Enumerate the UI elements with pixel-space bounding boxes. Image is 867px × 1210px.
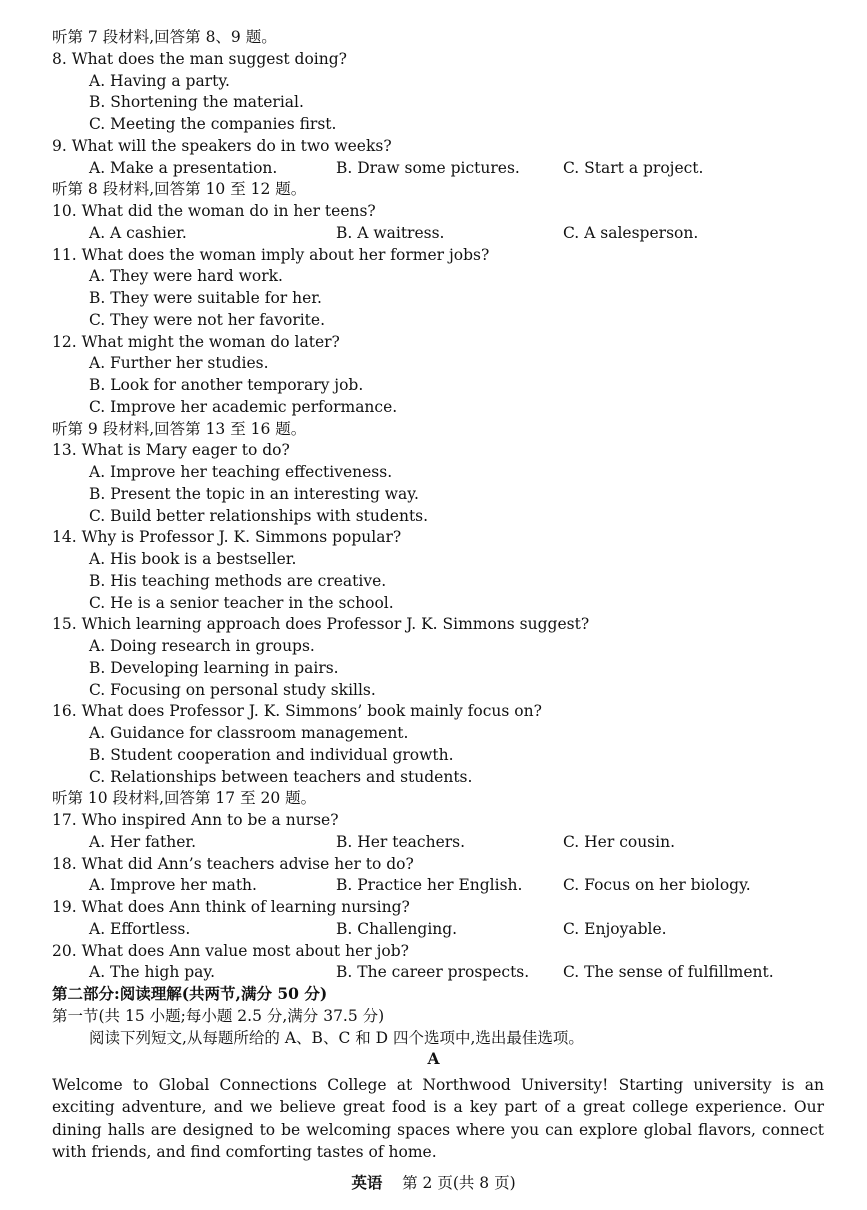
line-text: 14. Why is Professor J. K. Simmons popular? — [52, 528, 402, 547]
text-line — [0, 287, 867, 309]
line-text: C. Build better relationships with students. — [89, 506, 429, 525]
text-line — [0, 548, 867, 570]
option-c: C. Enjoyable. — [563, 919, 667, 938]
options-row — [0, 874, 867, 896]
option-b: B. The career prospects. — [336, 963, 530, 982]
option-c: C. Focus on her biology. — [563, 876, 751, 895]
option-a: A. Her father. — [89, 832, 197, 851]
line-text: C. They were not her favorite. — [89, 310, 326, 329]
text-line — [0, 26, 867, 48]
text-line — [0, 418, 867, 440]
line-text: B. His teaching methods are creative. — [89, 571, 387, 590]
text-line — [0, 396, 867, 418]
text-line — [0, 1005, 867, 1027]
option-a: A. A cashier. — [89, 223, 187, 242]
text-line — [0, 592, 867, 614]
text-line — [0, 265, 867, 287]
footer-subject: 英语 — [351, 1173, 383, 1192]
line-text: A. Doing research in groups. — [89, 637, 315, 655]
line-text: B. They were suitable for her. — [89, 289, 322, 307]
text-line — [0, 853, 867, 875]
line-text: 19. What does Ann think of learning nursing? — [52, 898, 410, 916]
text-line — [0, 896, 867, 918]
text-line — [0, 679, 867, 701]
text-line — [0, 135, 867, 157]
text-line — [0, 657, 867, 679]
footer-page-number: 第 2 页(共 8 页) — [402, 1174, 516, 1192]
line-text: 17. Who inspired Ann to be a nurse? — [52, 811, 339, 829]
text-line — [0, 744, 867, 766]
line-text: 20. What does Ann value most about her job? — [52, 941, 409, 960]
option-c: C. The sense of fulfillment. — [563, 963, 774, 982]
line-text: 听第 8 段材料,回答第 10 至 12 题。 — [52, 180, 307, 199]
page-footer — [0, 1172, 867, 1194]
text-line — [0, 635, 867, 657]
text-line — [0, 787, 867, 809]
option-a: A. Make a presentation. — [89, 158, 278, 177]
line-text: A. His book is a bestseller. — [89, 550, 297, 568]
line-text: B. Shortening the material. — [89, 93, 304, 112]
text-line — [0, 352, 867, 374]
line-text: 听第 10 段材料,回答第 17 至 20 题。 — [52, 789, 317, 808]
options-row — [0, 831, 867, 853]
line-text: 阅读下列短文,从每题所给的 A、B、C 和 D 四个选项中,选出最佳选项。 — [89, 1028, 584, 1047]
option-c: C. Her cousin. — [563, 832, 676, 851]
text-line — [0, 613, 867, 635]
line-text: B. Present the topic in an interesting way. — [89, 484, 419, 503]
text-line — [0, 48, 867, 70]
line-text: B. Look for another temporary job. — [89, 376, 364, 394]
line-text: C. Focusing on personal study skills. — [89, 680, 376, 699]
line-text: C. Improve her academic performance. — [89, 397, 398, 416]
line-text: C. Relationships between teachers and students. — [89, 767, 473, 786]
options-row — [0, 222, 867, 244]
text-line — [0, 439, 867, 461]
text-line — [0, 483, 867, 505]
option-b: B. Draw some pictures. — [336, 158, 520, 177]
line-text: B. Student cooperation and individual growth. — [89, 745, 454, 764]
text-line — [0, 374, 867, 396]
passage-paragraph: Welcome to Global Connections College at Northwood University! Starting university is an exciting adventure, and we believe great food is a key part of a great college experience. Our dining halls are designed to be welcoming spaces where you can explore global flavors, connect with friends, and find comforting tastes of home. — [52, 1075, 824, 1161]
text-line — [0, 70, 867, 92]
text-line — [0, 700, 867, 722]
line-text: 8. What does the man suggest doing? — [52, 49, 347, 68]
option-b: B. A waitress. — [336, 223, 445, 242]
option-c: C. A salesperson. — [563, 223, 699, 242]
line-text: A. Improve her teaching effectiveness. — [89, 463, 393, 481]
text-line — [0, 461, 867, 483]
text-line — [0, 766, 867, 788]
option-a: A. Effortless. — [89, 919, 191, 938]
option-b: B. Challenging. — [336, 919, 458, 938]
text-line — [0, 940, 867, 962]
options-row — [0, 918, 867, 940]
text-line — [0, 505, 867, 527]
text-line — [0, 113, 867, 135]
line-text: 第一节(共 15 小题;每小题 2.5 分,满分 37.5 分) — [52, 1006, 385, 1025]
options-row — [0, 961, 867, 983]
text-line — [0, 244, 867, 266]
text-line — [0, 178, 867, 200]
text-line — [0, 722, 867, 744]
line-text: B. Developing learning in pairs. — [89, 658, 339, 677]
line-text: C. Meeting the companies first. — [89, 115, 337, 133]
text-line — [0, 983, 867, 1005]
option-b: B. Practice her English. — [336, 876, 523, 895]
option-c: C. Start a project. — [563, 158, 704, 177]
line-text: 第二部分:阅读理解(共两节,满分 50 分) — [52, 984, 328, 1003]
option-b: B. Her teachers. — [336, 832, 466, 851]
text-line — [0, 1027, 867, 1049]
text-line — [0, 91, 867, 113]
line-text: A. Having a party. — [89, 71, 230, 90]
line-text: 9. What will the speakers do in two weeks? — [52, 136, 392, 155]
line-text: 16. What does Professor J. K. Simmons’ book mainly focus on? — [52, 702, 542, 721]
line-text: 10. What did the woman do in her teens? — [52, 202, 376, 220]
text-line — [0, 526, 867, 548]
line-text: C. He is a senior teacher in the school. — [89, 593, 394, 612]
option-a: A. Improve her math. — [89, 876, 257, 895]
line-text: 12. What might the woman do later? — [52, 332, 340, 351]
text-line — [0, 331, 867, 353]
line-text: A. Further her studies. — [89, 354, 269, 373]
section-heading — [0, 1048, 867, 1070]
line-text: 听第 7 段材料,回答第 8、9 题。 — [52, 28, 277, 46]
line-text: 11. What does the woman imply about her former jobs? — [52, 245, 490, 264]
line-text: A — [427, 1049, 440, 1069]
line-text: 13. What is Mary eager to do? — [52, 441, 290, 460]
line-text: A. They were hard work. — [89, 267, 283, 286]
options-row — [0, 157, 867, 179]
text-line — [0, 809, 867, 831]
text-line — [0, 309, 867, 331]
option-a: A. The high pay. — [89, 963, 216, 982]
line-text: 15. Which learning approach does Professor J. K. Simmons suggest? — [52, 615, 590, 634]
text-line — [0, 200, 867, 222]
line-text: 听第 9 段材料,回答第 13 至 16 题。 — [52, 419, 307, 438]
line-text: A. Guidance for classroom management. — [89, 724, 409, 742]
text-line — [0, 570, 867, 592]
line-text: 18. What did Ann’s teachers advise her to do? — [52, 854, 414, 873]
